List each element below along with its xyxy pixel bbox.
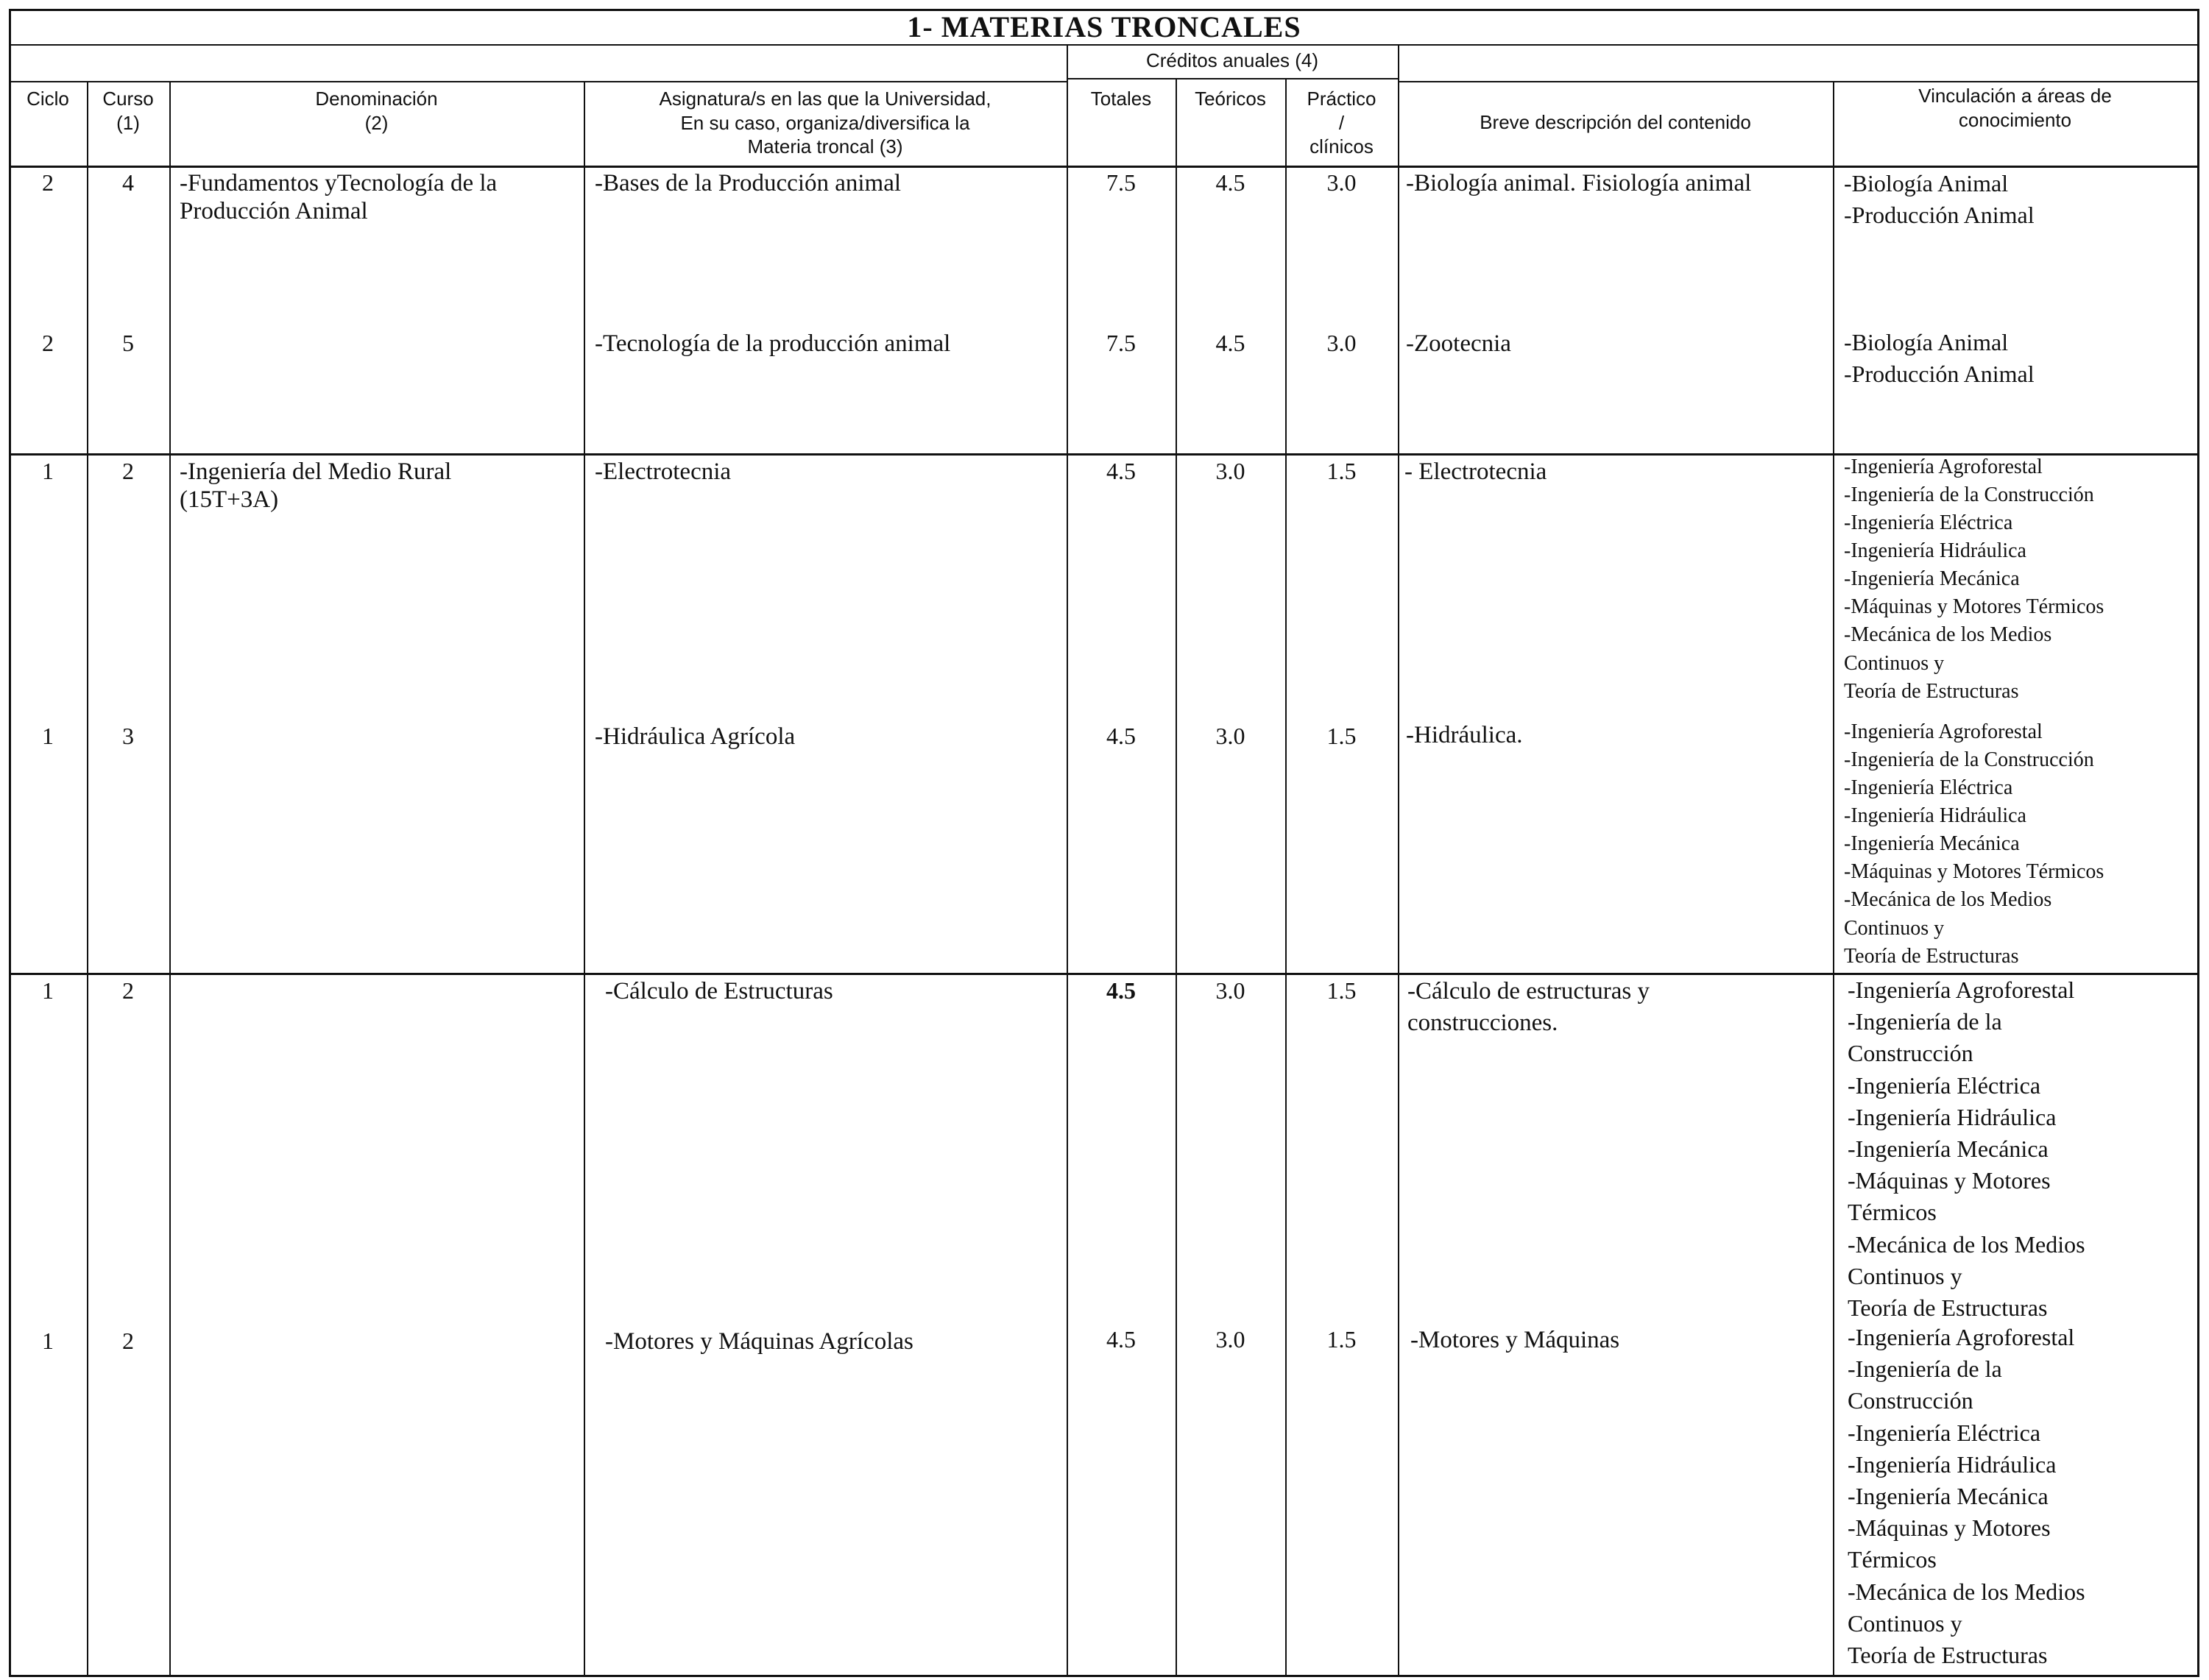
credits-group-header: Créditos anuales (4) xyxy=(1145,49,1319,71)
totales-cell: 4.5 xyxy=(1106,723,1136,749)
curso-cell: 3 xyxy=(122,723,134,749)
teoricos-cell: 3.0 xyxy=(1215,1326,1245,1353)
ciclo-cell: 2 xyxy=(42,169,54,196)
rule xyxy=(1067,44,1068,1677)
areas-cell: -Ingeniería Agroforestal -Ingeniería de la Construcción -Ingeniería Eléctrica -Ingeniería Hidráulica -Ingeniería Mecánica -Máquinas y Motores Térmicos -Mecánica de los Medios Continuos y Teoría de Estructuras xyxy=(1844,720,2104,968)
practicos-cell: 1.5 xyxy=(1326,458,1357,484)
practicos-cell: 1.5 xyxy=(1326,723,1357,749)
curso-cell: 5 xyxy=(122,330,134,356)
teoricos-cell: 3.0 xyxy=(1215,723,1245,749)
col-header-practicos: Práctico / clínicos xyxy=(1307,88,1376,157)
practicos-cell: 3.0 xyxy=(1326,169,1357,196)
rule xyxy=(1285,78,1287,1677)
areas-cell: -Biología Animal -Producción Animal xyxy=(1844,329,2035,388)
areas-cell: -Ingeniería Agroforestal -Ingeniería de la Construcción -Ingeniería Eléctrica -Ingeniería Hidráulica -Ingeniería Mecánica -Máquinas y Motores Térmicos -Mecánica de los Medios Continuos y Teoría de Estructuras xyxy=(1848,977,2085,1321)
descripcion-cell: -Zootecnia xyxy=(1406,330,1511,357)
col-header-teoricos: Teóricos xyxy=(1195,88,1266,110)
descripcion-cell: -Motores y Máquinas xyxy=(1410,1327,1620,1353)
practicos-cell: 1.5 xyxy=(1326,977,1357,1004)
practicos-cell: 3.0 xyxy=(1326,330,1357,356)
ciclo-cell: 1 xyxy=(42,458,54,484)
asignatura-cell: -Motores y Máquinas Agrícolas xyxy=(605,1328,913,1355)
areas-cell: -Ingeniería Agroforestal -Ingeniería de la Construcción -Ingeniería Eléctrica -Ingeniería Hidráulica -Ingeniería Mecánica -Máquinas y Motores Térmicos -Mecánica de los Medios Continuos y Teoría de Estructuras xyxy=(1844,456,2104,703)
rule xyxy=(9,9,11,1677)
descripcion-cell: -Biología animal. Fisiología animal xyxy=(1406,170,1752,196)
descripcion-cell: -Cálculo de estructuras y construcciones. xyxy=(1407,978,1650,1036)
rule xyxy=(2197,9,2199,1677)
practicos-cell: 1.5 xyxy=(1326,1326,1357,1353)
totales-cell: 4.5 xyxy=(1106,977,1136,1004)
descripcion-cell: -Hidráulica. xyxy=(1406,722,1523,748)
ciclo-cell: 1 xyxy=(42,723,54,749)
descripcion-cell: - Electrotecnia xyxy=(1404,458,1547,485)
teoricos-cell: 4.5 xyxy=(1215,330,1245,356)
totales-cell: 7.5 xyxy=(1106,169,1136,196)
teoricos-cell: 4.5 xyxy=(1215,169,1245,196)
ciclo-cell: 2 xyxy=(42,330,54,356)
rule xyxy=(1176,78,1177,1677)
curso-cell: 2 xyxy=(122,458,134,484)
curso-cell: 2 xyxy=(122,1328,134,1354)
denominacion-cell: -Fundamentos yTecnología de la Producción Animal xyxy=(180,170,498,225)
totales-cell: 4.5 xyxy=(1106,1326,1136,1353)
rule xyxy=(1398,44,1399,1677)
rule xyxy=(9,1675,2199,1677)
asignatura-cell: -Bases de la Producción animal xyxy=(595,170,902,196)
col-header-ciclo: Ciclo xyxy=(26,88,69,110)
denominacion-cell: -Ingeniería del Medio Rural (15T+3A) xyxy=(180,458,452,514)
areas-cell: -Biología Animal -Producción Animal xyxy=(1844,170,2035,229)
asignatura-cell: -Cálculo de Estructuras xyxy=(605,978,833,1004)
rule xyxy=(9,44,2199,46)
rule xyxy=(584,81,585,1677)
rule xyxy=(1067,78,1398,79)
rule xyxy=(1833,81,1834,1677)
curso-cell: 2 xyxy=(122,977,134,1004)
ciclo-cell: 1 xyxy=(42,977,54,1004)
col-header-totales: Totales xyxy=(1090,88,1152,110)
col-header-curso: Curso (1) xyxy=(102,88,154,134)
asignatura-cell: -Electrotecnia xyxy=(595,458,732,485)
col-header-vinculacion: Vinculación a áreas de conocimiento xyxy=(1918,85,2112,131)
asignatura-cell: -Hidráulica Agrícola xyxy=(595,723,796,750)
asignatura-cell: -Tecnología de la producción animal xyxy=(595,330,951,357)
col-header-asignatura: Asignatura/s en las que la Universidad, En su caso, organiza/diversifica la Materia troncal (3) xyxy=(659,88,992,157)
totales-cell: 7.5 xyxy=(1106,330,1136,356)
teoricos-cell: 3.0 xyxy=(1215,458,1245,484)
teoricos-cell: 3.0 xyxy=(1215,977,1245,1004)
col-header-denominacion: Denominación (2) xyxy=(315,88,438,134)
table-title: 1- MATERIAS TRONCALES xyxy=(907,10,1301,43)
curso-cell: 4 xyxy=(122,169,134,196)
rule xyxy=(87,81,88,1677)
totales-cell: 4.5 xyxy=(1106,458,1136,484)
ciclo-cell: 1 xyxy=(42,1328,54,1354)
col-header-descripcion: Breve descripción del contenido xyxy=(1480,111,1751,133)
rule xyxy=(169,81,171,1677)
rule xyxy=(1398,81,2199,82)
areas-cell: -Ingeniería Agroforestal -Ingeniería de la Construcción -Ingeniería Eléctrica -Ingeniería Hidráulica -Ingeniería Mecánica -Máquinas y Motores Térmicos -Mecánica de los Medios Continuos y Teoría de Estructuras xyxy=(1848,1324,2085,1668)
rule xyxy=(9,81,1067,82)
